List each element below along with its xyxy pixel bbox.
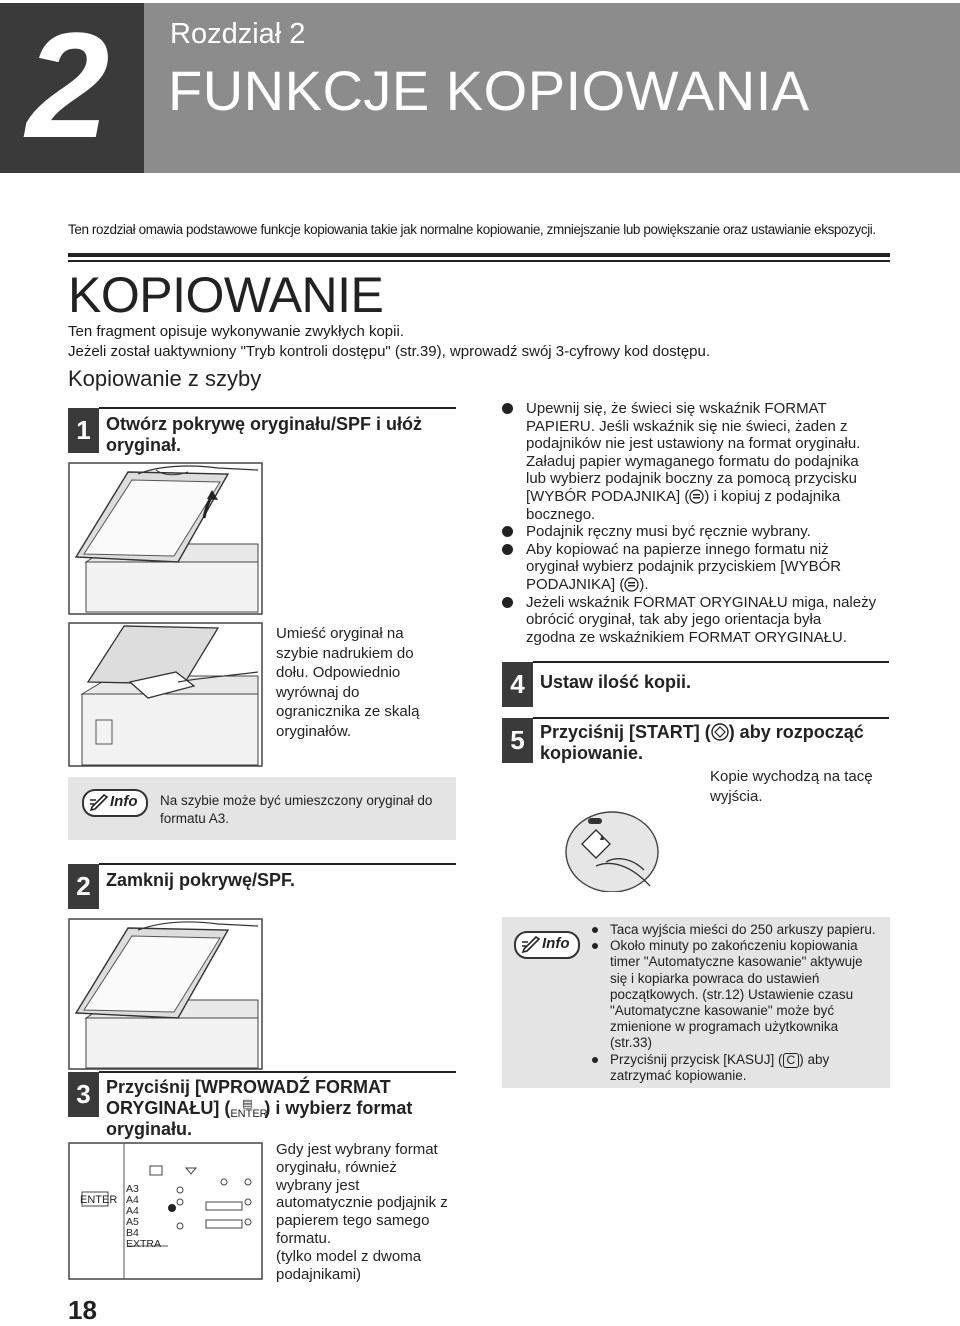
step-heading-line: ORYGINAŁU] ( ▤ ENTER) i wybierz format xyxy=(106,1098,413,1120)
panel-size-label: B4 xyxy=(126,1227,139,1239)
caption-line: wybrany jest xyxy=(276,1176,360,1194)
step-rule xyxy=(99,407,456,409)
chapter-label: Rozdział 2 xyxy=(170,18,306,50)
step-heading xyxy=(106,414,422,456)
bullet-dot xyxy=(592,943,598,949)
chapter-intro: Ten rozdział omawia podstawowe funkcje kopiowania takie jak normalne kopiowanie, zmniejszanie lub powiększanie oraz ustawianie ekspozycji. xyxy=(68,222,876,237)
caption-line: Kopie wychodzą na tacę xyxy=(710,768,873,785)
caption-line: wyrównaj do xyxy=(276,683,360,701)
caption-line: automatycznie podjajnik z xyxy=(276,1194,448,1212)
step-heading-line: oryginału. xyxy=(106,1119,193,1139)
info-text xyxy=(160,792,432,828)
step-heading-line: Przyciśnij [START] ( ) aby rozpocząć xyxy=(540,722,864,742)
tray-select-icon xyxy=(624,577,639,592)
start-key-illustration xyxy=(560,800,660,892)
caption-line: (tylko model z dwoma xyxy=(276,1247,422,1265)
section-rule-thick xyxy=(68,253,890,257)
section-description xyxy=(68,322,710,362)
info-label: Info xyxy=(110,793,138,810)
step-number-box: 3 xyxy=(68,1072,99,1117)
step-heading: Zamknij pokrywę/SPF. xyxy=(106,870,296,890)
step3-caption xyxy=(276,1141,448,1283)
clear-key-icon: C xyxy=(783,1053,800,1068)
section-rule-thin xyxy=(68,260,890,262)
step-rule xyxy=(533,717,889,719)
caption-line: ogranicznika ze skalą xyxy=(276,703,420,721)
bullet-dot xyxy=(502,526,513,537)
step-rule xyxy=(99,863,456,865)
caption-line: Umieść oryginał na xyxy=(276,625,404,642)
bullet-item: Aby kopiować na papierze innego formatu niż oryginał wybierz podajnik przyciskiem [WYBÓR PODAJNIKA] ( ). xyxy=(502,541,922,594)
step-heading: Ustaw ilość kopii. xyxy=(540,672,692,692)
copier-place-original-illustration xyxy=(68,622,263,767)
step-number-box: 4 xyxy=(502,662,533,707)
info-bullet-item: Taca wyjścia mieści do 250 arkuszy papieru. xyxy=(592,922,882,938)
panel-size-label: A5 xyxy=(126,1216,139,1228)
step-number-box: 1 xyxy=(68,408,99,453)
step-number-box: 2 xyxy=(68,864,99,909)
step-heading-line: oryginał. xyxy=(106,435,182,455)
chapter-title: FUNKCJE KOPIOWANIA xyxy=(168,59,810,122)
step-heading-line: Przyciśnij [WPROWADŹ FORMAT xyxy=(106,1077,391,1097)
step-rule xyxy=(99,1071,456,1073)
pencil-note-icon xyxy=(89,794,109,812)
info-badge xyxy=(514,931,580,959)
caption-line: papierem tego samego xyxy=(276,1212,430,1230)
section-desc-line: Jeżeli został uaktywniony "Tryb kontroli dostępu" (str.39), wprowadź swój 3-cyfrowy kod dostępu. xyxy=(68,343,711,360)
panel-size-list xyxy=(126,1184,161,1250)
enter-key-icon: ▤ ENTER xyxy=(230,1098,268,1120)
caption-line: oryginału, również xyxy=(276,1158,397,1176)
bullet-dot xyxy=(502,597,513,608)
caption-line: Gdy jest wybrany format xyxy=(276,1141,438,1158)
bullet-dot xyxy=(502,403,513,414)
start-button-icon xyxy=(711,723,729,741)
bullet-item: Jeżeli wskaźnik FORMAT ORYGINAŁU miga, należy obrócić oryginał, tak aby jego orientacja była zgodna ze wskaźnikiem FORMAT ORYGINAŁU. xyxy=(502,594,922,647)
info-bullet-list xyxy=(592,922,882,1084)
step1-caption xyxy=(276,624,419,742)
caption-line: formatu. xyxy=(276,1229,332,1247)
panel-size-label: A3 xyxy=(126,1183,139,1195)
requirements-bullet-list xyxy=(502,400,922,646)
step-heading-line: kopiowanie. xyxy=(540,743,644,763)
caption-line: podajnikami) xyxy=(276,1265,362,1283)
control-panel-illustration xyxy=(68,1142,263,1280)
panel-size-label: A4 xyxy=(126,1194,139,1206)
subsection-title: Kopiowanie z szyby xyxy=(68,366,262,391)
caption-line: szybie nadrukiem do xyxy=(276,644,414,662)
info-badge xyxy=(82,789,148,817)
bullet-item: Podajnik ręczny musi być ręcznie wybrany. xyxy=(502,523,922,541)
panel-size-label: A4 xyxy=(126,1205,139,1217)
chapter-number: 2 xyxy=(26,1,110,169)
panel-enter-label: ENTER xyxy=(80,1194,118,1206)
info-label: Info xyxy=(542,935,570,952)
bullet-dot xyxy=(592,1057,598,1063)
caption-line: oryginałów. xyxy=(276,722,352,740)
tray-select-icon xyxy=(689,489,704,504)
info-line: Na szybie może być umieszczony oryginał do xyxy=(160,793,433,808)
step-heading-line: Otwórz pokrywę oryginału/SPF i ułóż xyxy=(106,414,423,434)
bullet-dot xyxy=(592,927,598,933)
bullet-item: Upewnij się, że świeci się wskaźnik FORMAT PAPIERU. Jeśli wskaźnik się nie świeci, żaden z podajników nie jest ustawiony na format oryginału. Załaduj papier wymaganego formatu do podajnika lub wybierz podajnik boczny za pomocą przycisku [WYBÓR PODAJNIKA] ( ) i kopiuj z podajnika bocznego. xyxy=(502,400,922,523)
caption-line: dołu. Odpowiednio xyxy=(276,664,401,682)
step-heading xyxy=(540,722,864,764)
section-title: KOPIOWANIE xyxy=(68,267,384,323)
step-rule xyxy=(533,661,889,663)
bullet-dot xyxy=(502,544,513,555)
caption-line: wyjścia. xyxy=(710,787,763,805)
info-bullet-item: Około minuty po zakończeniu kopiowania timer "Automatyczne kasowanie" aktywuje się i kopiarka powraca do ustawień początkowych. (str.12) Ustawienie czasu "Automatyczne kasowanie" może być zmienione w programach użytkownika (str.33) xyxy=(592,938,882,1051)
copier-close-lid-illustration xyxy=(68,918,263,1070)
step-number-box: 5 xyxy=(502,718,533,763)
panel-size-label: EXTRA xyxy=(126,1238,162,1250)
step-heading xyxy=(106,1077,412,1140)
pencil-note-icon xyxy=(521,936,541,954)
section-desc-line: Ten fragment opisuje wykonywanie zwykłych kopii. xyxy=(68,323,404,340)
page-number: 18 xyxy=(68,1295,97,1325)
info-bullet-item: Przyciśnij przycisk [KASUJ] ( C ) aby zatrzymać kopiowanie. xyxy=(592,1052,882,1084)
copier-open-lid-illustration xyxy=(68,462,263,615)
step5-caption xyxy=(710,767,873,806)
info-line: formatu A3. xyxy=(160,811,230,826)
